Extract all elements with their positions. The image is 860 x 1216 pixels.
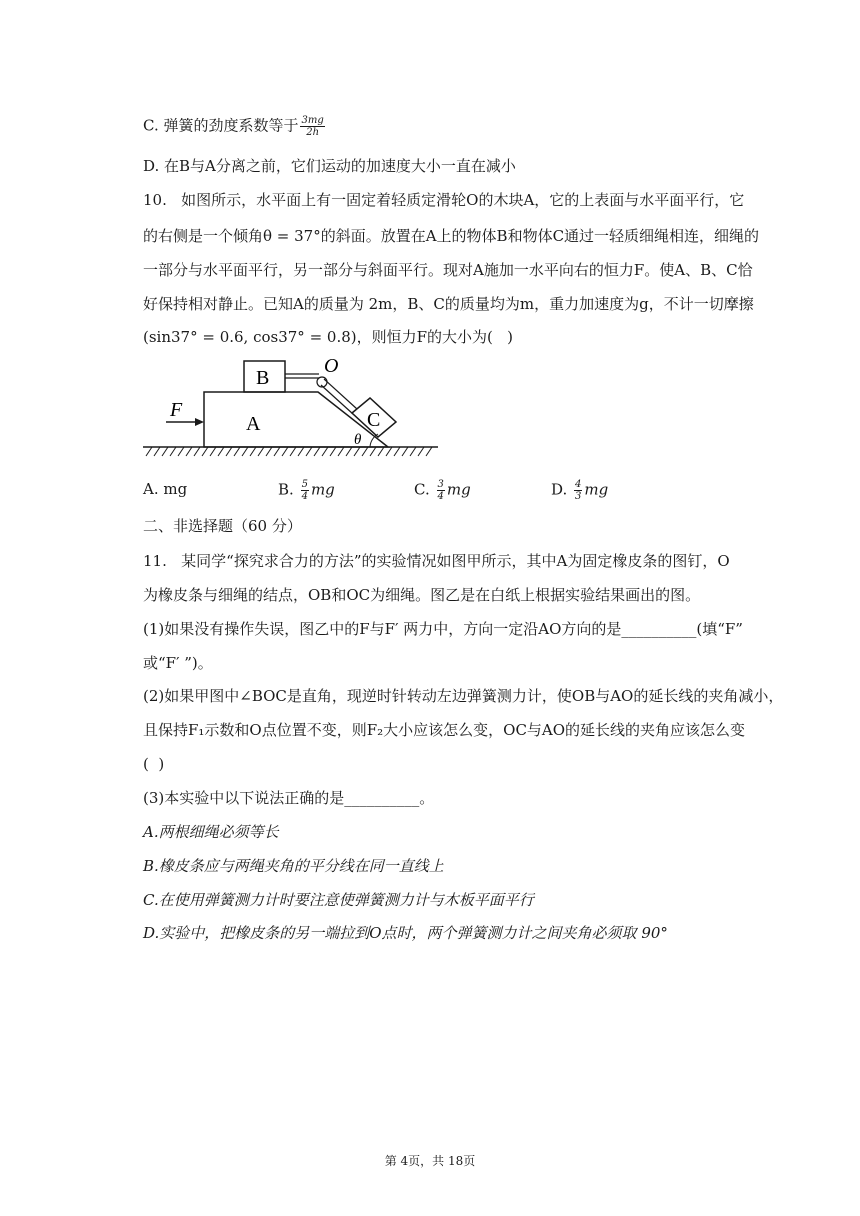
option-c [414, 479, 471, 502]
q11-line-5: (2)如果甲图中∠BOC是直角，现逆时针转动左边弹簧测力计，使OB与AO的延长线的夹角减小， [143, 687, 784, 705]
option-d-line: D. 在B与A分离之前，它们运动的加速度大小一直在减小 [143, 157, 516, 175]
option-a: A. mg [143, 480, 188, 498]
ground-hatching [146, 447, 432, 456]
page-footer: 第 4页，共 18页 [384, 1154, 476, 1168]
q11-line-4: 或“F′ ”)。 [143, 654, 213, 672]
q11-line-6: 且保持F₁示数和O点位置不变，则F₂大小应该怎么变，OC与AO的延长线的夹角应该怎么变 [143, 721, 746, 739]
q10-line-5: (sin37° = 0.6, cos37° = 0.8)，则恒力F的大小为( ) [143, 328, 514, 346]
q11-line-3: (1)如果没有操作失误，图乙中的F与F′ 两力中，方向一定沿AO方向的是__________(填“F” [143, 620, 743, 638]
fraction-numerator: 3mg [301, 115, 324, 126]
label-o: O [324, 355, 339, 377]
q11-option-d: D.实验中，把橡皮条的另一端拉到O点时，两个弹簧测力计之间夹角必须取 90° [143, 924, 668, 942]
option-b-unit: mg [310, 480, 335, 499]
q10-line-3: 一部分与水平面平行，另一部分与斜面平行。现对A施加一水平向右的恒力F。使A、B、C恰 [143, 261, 753, 279]
option-b-denominator: 4 [301, 491, 308, 502]
q11-option-b: B.橡皮条应与两绳夹角的平分线在同一直线上 [143, 857, 444, 875]
option-c-unit: mg [446, 480, 471, 499]
option-b-letter: B. [278, 480, 294, 499]
fraction [300, 115, 324, 138]
option-c-denominator: 4 [437, 491, 444, 502]
option-d-numerator: 4 [575, 479, 582, 490]
option-c-numerator: 3 [437, 479, 444, 490]
option-b [278, 479, 335, 502]
option-d-fraction [574, 479, 582, 502]
q10-line-4: 好保持相对静止。已知A的质量为 2m，B、C的质量均为m，重力加速度为g，不计一切摩擦 [143, 295, 754, 313]
fraction-denominator: 2h [306, 127, 320, 138]
q11-option-c: C.在使用弹簧测力计时要注意使弹簧测力计与木板平面平行 [143, 891, 534, 909]
label-b: B [256, 367, 270, 389]
q11-line-1: 11. 某同学“探究求合力的方法”的实验情况如图甲所示，其中A为固定橡皮条的图钉，O [143, 552, 730, 570]
q10-line-1: 10. 如图所示，水平面上有一固定着轻质定滑轮O的木块A，它的上表面与水平面平行，它 [143, 191, 745, 209]
label-a: A [246, 413, 261, 435]
label-f: F [170, 399, 183, 421]
q11-line-7: ( ) [143, 755, 165, 773]
option-d-letter: D. [551, 480, 568, 499]
option-b-fraction [301, 479, 309, 502]
label-c: C [367, 409, 381, 431]
section-heading: 二、非选择题（60 分） [143, 517, 302, 535]
rope-incline [324, 379, 357, 409]
option-c-letter: C. [414, 480, 430, 499]
label-theta: θ [354, 432, 362, 448]
option-c-text: C. 弹簧的劲度系数等于 [143, 116, 299, 135]
q11-line-2: 为橡皮条与细绳的结点，OB和OC为细绳。图乙是在白纸上根据实验结果画出的图。 [143, 586, 701, 604]
q10-line-2: 的右侧是一个倾角θ = 37°的斜面。放置在A上的物体B和物体C通过一轻质细绳相连，细绳的 [143, 227, 760, 245]
option-b-numerator: 5 [301, 479, 308, 490]
rope-incline-2 [321, 385, 353, 414]
option-d-unit: mg [584, 480, 609, 499]
q11-line-8: (3)本实验中以下说法正确的是__________。 [143, 789, 435, 807]
option-c-fraction [437, 479, 445, 502]
q10-figure [138, 352, 458, 462]
option-d [551, 479, 608, 502]
force-f-arrowhead [195, 418, 204, 426]
q11-option-a: A.两根细绳必须等长 [143, 823, 279, 841]
option-d-denominator: 3 [575, 491, 582, 502]
option-c-line [143, 115, 327, 138]
